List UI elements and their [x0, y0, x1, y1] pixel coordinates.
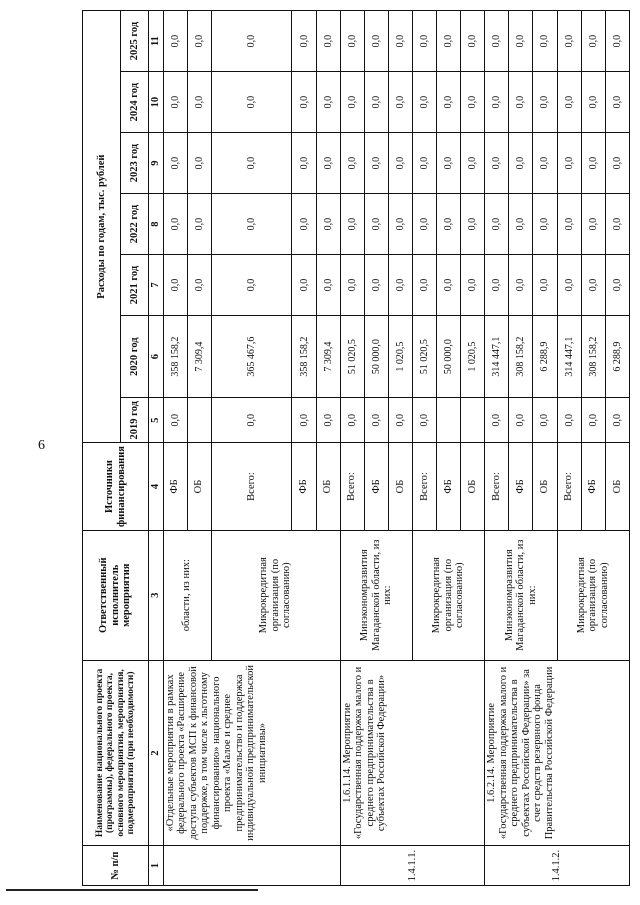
- expense-value: 0,0: [211, 398, 292, 443]
- table-row: [163, 11, 187, 886]
- expense-value: 0,0: [437, 255, 461, 316]
- expense-value: 50 000,0: [437, 316, 461, 398]
- row-number: 1.4.1.2.: [485, 846, 630, 886]
- funding-source: ОБ: [388, 443, 412, 530]
- expense-value: 0,0: [509, 194, 533, 255]
- expense-value: 0,0: [163, 255, 187, 316]
- expense-value: 0,0: [412, 72, 436, 133]
- header-index-7: 7: [149, 255, 164, 316]
- funding-source: Всего:: [211, 443, 292, 530]
- expense-value: 0,0: [581, 72, 605, 133]
- funding-source: ОБ: [533, 443, 557, 530]
- row-number: 1.4.1.1.: [340, 846, 485, 886]
- expense-value: 51 020,5: [412, 316, 436, 398]
- expense-value: 0,0: [292, 11, 316, 72]
- rotated-table-container: [82, 10, 630, 886]
- expense-value: 0,0: [437, 194, 461, 255]
- header-index-11: 11: [149, 11, 164, 72]
- expense-value: 0,0: [340, 398, 364, 443]
- expense-value: 0,0: [605, 398, 629, 443]
- expense-value: 0,0: [316, 255, 340, 316]
- expense-value: 314 447,1: [485, 316, 509, 398]
- funding-source: ОБ: [187, 443, 211, 530]
- expense-value: 0,0: [485, 11, 509, 72]
- expense-value: 0,0: [581, 11, 605, 72]
- expense-value: 0,0: [533, 194, 557, 255]
- expense-value: 0,0: [485, 72, 509, 133]
- expense-value: 0,0: [437, 11, 461, 72]
- expense-value: 308 158,2: [509, 316, 533, 398]
- executor: области, из них:: [163, 530, 211, 660]
- expense-value: 7 309,4: [187, 316, 211, 398]
- expense-value: 0,0: [163, 133, 187, 194]
- executor: Минэкономразвития Магаданской области, из них:: [485, 530, 557, 660]
- expense-value: 0,0: [340, 194, 364, 255]
- expense-value: 0,0: [364, 72, 388, 133]
- expense-value: 0,0: [412, 194, 436, 255]
- expense-value: 0,0: [461, 11, 485, 72]
- expense-value: 0,0: [316, 398, 340, 443]
- measure-name: «Отдельные мероприятия в рамках федерального проекта «Расширение доступа субъектов МСП к финансовой поддержке, в том числе к льготному финансированию» национального проекта «Малое и среднее предпринимательство и поддержка индивидуальной предпринимательской инициативы»: [163, 660, 340, 846]
- expense-value: 0,0: [187, 11, 211, 72]
- expense-value: 0,0: [605, 255, 629, 316]
- expense-value: 0,0: [388, 398, 412, 443]
- expense-value: 0,0: [509, 11, 533, 72]
- expense-value: 0,0: [364, 194, 388, 255]
- expense-value: 0,0: [557, 72, 581, 133]
- expense-value: 0,0: [364, 255, 388, 316]
- expense-value: 0,0: [316, 194, 340, 255]
- expense-value: 0,0: [605, 11, 629, 72]
- header-index-5: 5: [149, 398, 164, 443]
- expense-value: 358 158,2: [292, 316, 316, 398]
- expense-value: 0,0: [533, 133, 557, 194]
- expense-value: 0,0: [340, 72, 364, 133]
- table-row: [340, 11, 364, 886]
- expense-value: 7 309,4: [316, 316, 340, 398]
- row-number: [163, 846, 340, 886]
- expense-value: 0,0: [485, 255, 509, 316]
- expense-value: 0,0: [163, 194, 187, 255]
- expense-value: 0,0: [412, 398, 436, 443]
- expense-value: 0,0: [461, 72, 485, 133]
- expense-value: 0,0: [187, 133, 211, 194]
- expense-value: 0,0: [509, 398, 533, 443]
- expense-value: 0,0: [388, 133, 412, 194]
- expense-value: 0,0: [364, 398, 388, 443]
- expense-value: 0,0: [340, 133, 364, 194]
- expense-value: 358 158,2: [163, 316, 187, 398]
- expense-value: 0,0: [437, 72, 461, 133]
- expense-value: 0,0: [292, 72, 316, 133]
- executor: Минэкономразвития Магаданской области, из них:: [340, 530, 412, 660]
- header-index-8: 8: [149, 194, 164, 255]
- expense-value: 0,0: [581, 398, 605, 443]
- expense-value: 0,0: [364, 133, 388, 194]
- expense-value: 0,0: [485, 133, 509, 194]
- expense-value: 0,0: [485, 398, 509, 443]
- expense-value: 0,0: [581, 194, 605, 255]
- expense-value: 0,0: [509, 72, 533, 133]
- expense-value: 0,0: [557, 194, 581, 255]
- expense-value: 0,0: [388, 194, 412, 255]
- expense-value: 0,0: [412, 11, 436, 72]
- expense-value: 0,0: [412, 255, 436, 316]
- header-num: № п/п: [83, 846, 149, 886]
- header-index-3: 3: [149, 530, 164, 660]
- scan-edge-line: [6, 889, 258, 891]
- expense-value: 0,0: [187, 72, 211, 133]
- expense-value: 0,0: [557, 11, 581, 72]
- header-index-9: 9: [149, 133, 164, 194]
- expense-value: 0,0: [557, 133, 581, 194]
- expense-value: 0,0: [163, 11, 187, 72]
- expense-value: 6 288,9: [605, 316, 629, 398]
- expense-value: 0,0: [340, 255, 364, 316]
- expense-value: 0,0: [533, 255, 557, 316]
- header-index-4: 4: [149, 443, 164, 530]
- funding-source: ФБ: [581, 443, 605, 530]
- expense-value: 0,0: [211, 194, 292, 255]
- header-year-5: 2023 год: [121, 133, 149, 194]
- financing-table: [82, 10, 630, 886]
- expense-value: 0,0: [316, 11, 340, 72]
- header-expenses: Расходы по годам, тыс. рублей: [83, 11, 121, 443]
- header-year-4: 2022 год: [121, 194, 149, 255]
- expense-value: 0,0: [557, 255, 581, 316]
- expense-value: 0,0: [581, 133, 605, 194]
- funding-source: ОБ: [461, 443, 485, 530]
- expense-value: 0,0: [316, 133, 340, 194]
- expense-value: 0,0: [605, 133, 629, 194]
- funding-source: ФБ: [364, 443, 388, 530]
- header-source: Источники финансирования: [83, 443, 149, 530]
- header-year-7: 2025 год: [121, 11, 149, 72]
- expense-value: [461, 398, 485, 443]
- expense-value: 6 288,9: [533, 316, 557, 398]
- measure-name: 1.6.1.14. Мероприятие «Государственная поддержка малого и среднего предпринимательства в субъектах Российской Федерации»: [340, 660, 485, 846]
- page-number: 6: [38, 438, 45, 453]
- expense-value: 0,0: [581, 255, 605, 316]
- expense-value: 0,0: [557, 398, 581, 443]
- expense-value: 0,0: [437, 133, 461, 194]
- funding-source: Всего:: [557, 443, 581, 530]
- expense-value: 0,0: [485, 194, 509, 255]
- header-index-1: 1: [149, 846, 164, 886]
- expense-value: 0,0: [340, 11, 364, 72]
- expense-value: 314 447,1: [557, 316, 581, 398]
- funding-source: ФБ: [292, 443, 316, 530]
- table-body: [163, 11, 629, 886]
- funding-source: ФБ: [437, 443, 461, 530]
- expense-value: 0,0: [292, 255, 316, 316]
- header-year-3: 2021 год: [121, 255, 149, 316]
- header-executor: Ответственный исполнитель мероприятия: [83, 530, 149, 660]
- expense-value: 0,0: [211, 72, 292, 133]
- header-name: Наименование национального проекта (программы), федерального проекта, основного мероприятия, мероприятия, подмероприятия (при необходимости): [83, 660, 149, 846]
- expense-value: 1 020,5: [388, 316, 412, 398]
- header-year-6: 2024 год: [121, 72, 149, 133]
- executor: Микрокредитная организация (по согласованию): [412, 530, 484, 660]
- funding-source: ОБ: [605, 443, 629, 530]
- expense-value: 0,0: [533, 72, 557, 133]
- expense-value: 0,0: [605, 72, 629, 133]
- expense-value: [437, 398, 461, 443]
- expense-value: 0,0: [509, 133, 533, 194]
- executor: Микрокредитная организация (по согласованию): [557, 530, 629, 660]
- funding-source: Всего:: [412, 443, 436, 530]
- funding-source: Всего:: [485, 443, 509, 530]
- expense-value: 0,0: [388, 72, 412, 133]
- expense-value: 0,0: [211, 133, 292, 194]
- funding-source: ФБ: [163, 443, 187, 530]
- funding-source: Всего:: [340, 443, 364, 530]
- expense-value: 0,0: [211, 255, 292, 316]
- expense-value: 0,0: [163, 72, 187, 133]
- expense-value: 0,0: [388, 255, 412, 316]
- expense-value: 0,0: [461, 133, 485, 194]
- measure-name: 1.6.2.14. Мероприятие «Государственная поддержка малого и среднего предпринимательства в субъектах Российской Федерации» за счет средств резервного фонда Правительства Российской Федерации: [485, 660, 630, 846]
- expense-value: 0,0: [292, 398, 316, 443]
- expense-value: [187, 398, 211, 443]
- expense-value: 0,0: [187, 255, 211, 316]
- funding-source: ФБ: [509, 443, 533, 530]
- expense-value: 0,0: [461, 194, 485, 255]
- expense-value: 308 158,2: [581, 316, 605, 398]
- expense-value: 0,0: [292, 194, 316, 255]
- expense-value: 0,0: [316, 72, 340, 133]
- expense-value: 0,0: [292, 133, 316, 194]
- expense-value: 0,0: [364, 11, 388, 72]
- expense-value: 0,0: [187, 194, 211, 255]
- expense-value: 1 020,5: [461, 316, 485, 398]
- expense-value: 0,0: [605, 194, 629, 255]
- expense-value: 0,0: [211, 11, 292, 72]
- expense-value: 365 467,6: [211, 316, 292, 398]
- expense-value: 0,0: [533, 11, 557, 72]
- expense-value: 0,0: [388, 11, 412, 72]
- table-header: [83, 11, 164, 886]
- table-row: [485, 11, 509, 886]
- header-index-2: 2: [149, 660, 164, 846]
- header-index-10: 10: [149, 72, 164, 133]
- expense-value: 50 000,0: [364, 316, 388, 398]
- expense-value: 0,0: [461, 255, 485, 316]
- expense-value: 0,0: [412, 133, 436, 194]
- expense-value: 0,0: [509, 255, 533, 316]
- header-year-2: 2020 год: [121, 316, 149, 398]
- funding-source: ОБ: [316, 443, 340, 530]
- executor: Микрокредитная организация (по согласованию): [211, 530, 340, 660]
- expense-value: 51 020,5: [340, 316, 364, 398]
- header-index-6: 6: [149, 316, 164, 398]
- expense-value: 0,0: [533, 398, 557, 443]
- expense-value: 0,0: [163, 398, 187, 443]
- header-year-1: 2019 год: [121, 398, 149, 443]
